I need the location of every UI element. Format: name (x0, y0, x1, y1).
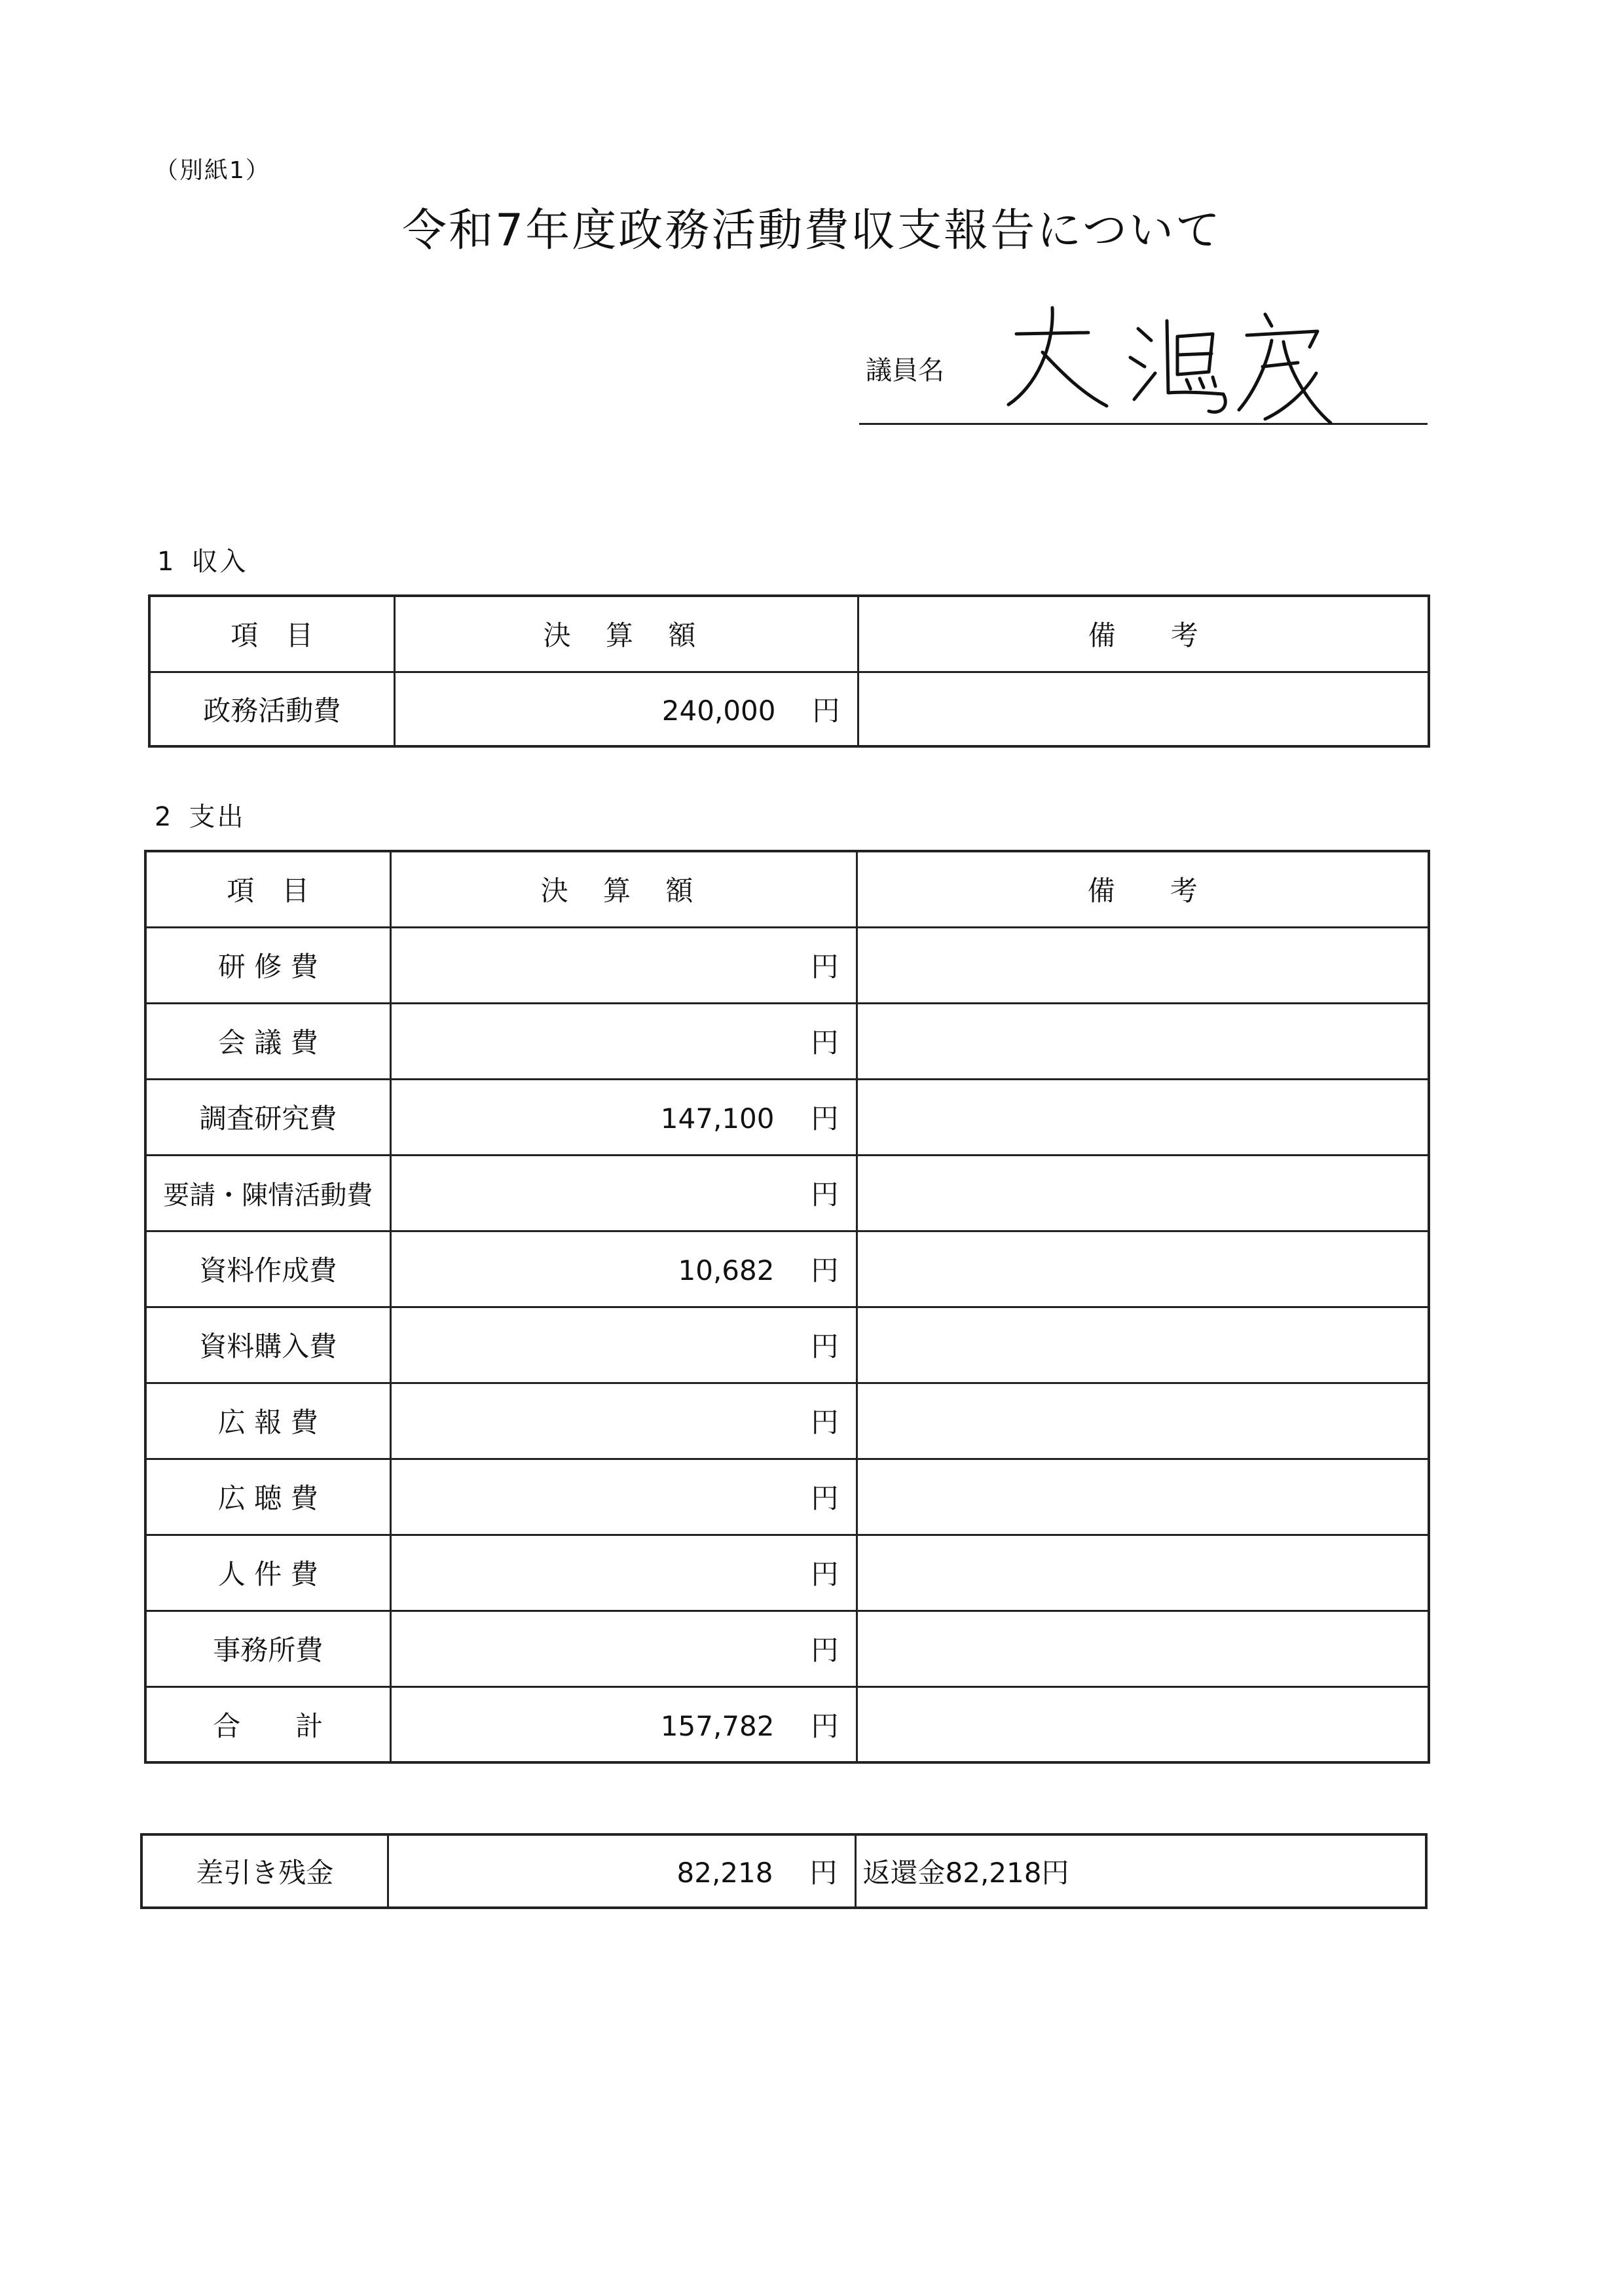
expense-note-cell (857, 1079, 1429, 1155)
income-section-title: 収入 (191, 547, 248, 577)
expense-amount-cell (390, 1003, 857, 1079)
expense-amount-cell (390, 927, 857, 1003)
expense-note-cell (857, 1307, 1429, 1383)
expense-note-cell (857, 1535, 1429, 1611)
expense-total-note-cell (857, 1686, 1429, 1762)
expense-amount-cell (390, 1231, 857, 1307)
amount-value: 10,682 (678, 1254, 775, 1286)
amount-value: 82,218 (676, 1857, 773, 1889)
table-row (145, 1611, 1429, 1686)
expense-amount-cell (390, 1459, 857, 1535)
expense-amount-cell (390, 1307, 857, 1383)
balance-note-cell: 返還金82,218円 (855, 1834, 1426, 1908)
expense-note-cell (857, 1155, 1429, 1231)
income-table (148, 594, 1430, 748)
amount-value: 157,782 (660, 1709, 775, 1742)
table-row (145, 1535, 1429, 1611)
yen-unit: 円 (811, 1027, 839, 1059)
expense-item-cell: 広 報 費 (145, 1383, 390, 1459)
document-title: 令和7年度政務活動費収支報告について (402, 205, 1222, 257)
expense-note-cell (857, 1611, 1429, 1686)
expense-table (144, 850, 1430, 1764)
amount-value: 147,100 (660, 1102, 775, 1135)
annex-label: （別紙1） (155, 157, 270, 184)
table-row (145, 1459, 1429, 1535)
table-row (145, 1003, 1429, 1079)
expense-note-cell (857, 1459, 1429, 1535)
expense-item-cell: 会 議 費 (145, 1003, 390, 1079)
expense-amount-cell (390, 1155, 857, 1231)
expense-section-heading (155, 796, 245, 833)
yen-unit: 円 (811, 1482, 839, 1514)
expense-amount-cell (390, 1383, 857, 1459)
table-row (145, 1307, 1429, 1383)
expense-amount-cell (390, 1535, 857, 1611)
expense-header-row (145, 851, 1429, 927)
income-section-heading (157, 541, 248, 578)
income-item-cell: 政務活動費 (149, 672, 394, 746)
yen-unit: 円 (811, 1406, 839, 1438)
yen-unit: 円 (811, 1178, 839, 1211)
yen-unit: 円 (811, 951, 839, 983)
expense-section-title: 支出 (189, 802, 246, 832)
expense-header-amount: 決 算 額 (390, 851, 857, 927)
expense-note-cell (857, 1383, 1429, 1459)
table-row (145, 1231, 1429, 1307)
balance-item-cell: 差引き残金 (141, 1834, 388, 1908)
handwritten-signature (990, 295, 1357, 432)
member-name-label: 議員名 (866, 355, 944, 386)
expense-total-amount-cell (390, 1686, 857, 1762)
expense-total-label: 合 計 (145, 1686, 390, 1762)
income-header-amount: 決 算 額 (394, 596, 858, 672)
table-row (145, 1383, 1429, 1459)
balance-amount-cell (388, 1834, 855, 1908)
expense-item-cell: 調査研究費 (145, 1079, 390, 1155)
balance-table (140, 1833, 1428, 1909)
yen-unit: 円 (811, 1709, 839, 1742)
expense-note-cell (857, 927, 1429, 1003)
income-header-note: 備 考 (858, 596, 1429, 672)
expense-item-cell: 要請・陳情活動費 (145, 1155, 390, 1231)
income-amount-cell (394, 672, 858, 746)
yen-unit: 円 (811, 1558, 839, 1590)
expense-amount-cell (390, 1611, 857, 1686)
income-section-number: 1 (157, 547, 176, 577)
yen-unit: 円 (811, 1254, 839, 1286)
expense-section-number: 2 (155, 802, 174, 832)
table-row (145, 927, 1429, 1003)
expense-item-cell: 資料作成費 (145, 1231, 390, 1307)
expense-header-item: 項 目 (145, 851, 390, 927)
table-row (145, 1155, 1429, 1231)
expense-note-cell (857, 1231, 1429, 1307)
table-row (145, 1079, 1429, 1155)
table-row (149, 672, 1429, 746)
expense-note-cell (857, 1003, 1429, 1079)
yen-unit: 円 (812, 694, 840, 727)
expense-item-cell: 広 聴 費 (145, 1459, 390, 1535)
expense-item-cell: 人 件 費 (145, 1535, 390, 1611)
expense-header-note: 備 考 (857, 851, 1429, 927)
amount-value: 240,000 (661, 694, 776, 727)
yen-unit: 円 (811, 1634, 839, 1666)
expense-item-cell: 資料購入費 (145, 1307, 390, 1383)
income-header-row (149, 596, 1429, 672)
expense-item-cell: 研 修 費 (145, 927, 390, 1003)
member-name-block (859, 308, 1428, 425)
expense-total-row (145, 1686, 1429, 1762)
expense-item-cell: 事務所費 (145, 1611, 390, 1686)
expense-amount-cell (390, 1079, 857, 1155)
income-header-item: 項 目 (149, 596, 394, 672)
yen-unit: 円 (811, 1102, 839, 1135)
yen-unit: 円 (811, 1330, 839, 1362)
income-note-cell (858, 672, 1429, 746)
balance-row (141, 1834, 1426, 1908)
yen-unit: 円 (809, 1857, 838, 1889)
